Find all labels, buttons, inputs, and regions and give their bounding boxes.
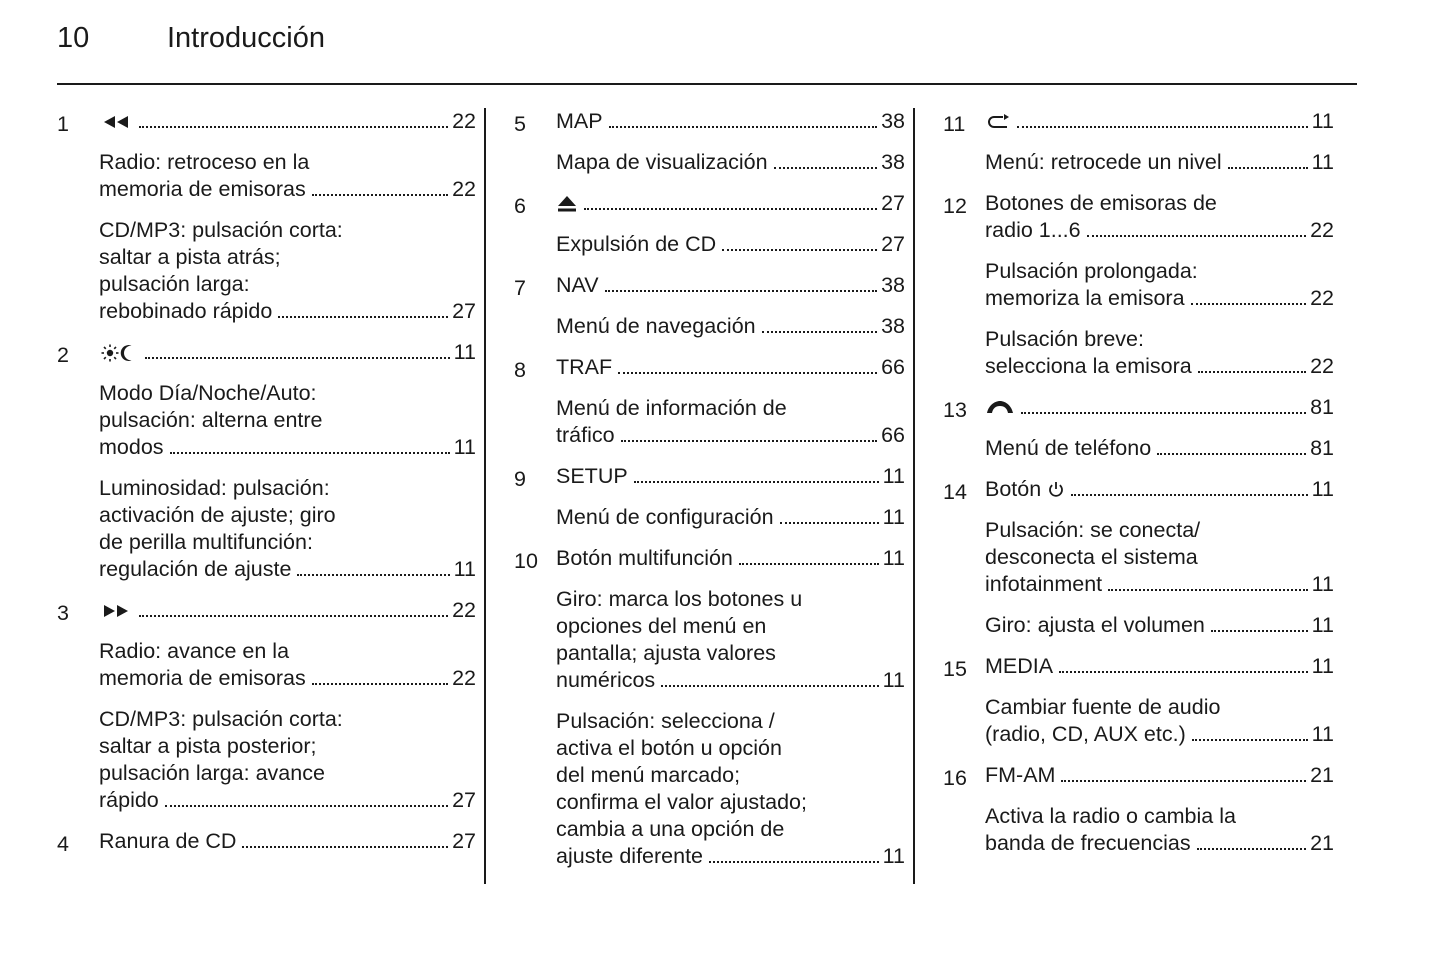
entry-spacer (943, 639, 1334, 653)
index-subentry (99, 706, 476, 814)
page-header (57, 22, 1357, 55)
page-reference: 11 (1311, 150, 1334, 174)
page-reference: 27 (881, 232, 905, 256)
index-entry-number: 5 (514, 112, 526, 136)
index-subentry-line (556, 422, 905, 449)
index-entry-main (985, 394, 1334, 421)
entry-spacer (57, 858, 476, 872)
index-entry-label: radio 1...6 (985, 218, 1081, 242)
index-subentry-line: saltar a pista posterior; (99, 734, 317, 758)
index-subentry-line (985, 721, 1334, 748)
brightness-day-night-icon (99, 340, 139, 364)
index-entry-label: numéricos (556, 668, 656, 692)
index-entry-label (985, 108, 1011, 135)
leader-dots (709, 860, 879, 863)
index-entry-label: MAP (556, 109, 603, 133)
page-reference: 11 (1311, 477, 1334, 501)
index-subentry-line: activa el botón u opción (556, 736, 782, 760)
entry-spacer (514, 340, 905, 354)
fast-forward-icon (99, 598, 133, 622)
page-reference: 11 (1311, 722, 1334, 746)
index-entry (943, 653, 1334, 748)
index-entry (943, 762, 1334, 857)
leader-dots (661, 684, 878, 687)
entry-spacer (943, 462, 1334, 476)
index-entry-label: NAV (556, 273, 599, 297)
index-entry-label (99, 108, 133, 135)
index-subentry-line: desconecta el sistema (985, 545, 1198, 569)
leader-dots (1197, 847, 1306, 850)
index-subentry-line: Menú de información de (556, 396, 787, 420)
index-subentry (556, 395, 905, 449)
index-entry-label: Expulsión de CD (556, 232, 717, 256)
index-subentry-line (985, 571, 1334, 598)
index-entry-label: Botón (985, 476, 1065, 503)
page-reference: 66 (881, 355, 905, 379)
index-subentry-line (985, 435, 1334, 462)
index-subentry-line: Pulsación: selecciona / (556, 709, 775, 733)
index-subentry-line: Pulsación breve: (985, 327, 1144, 351)
index-entry-label: memoriza la emisora (985, 286, 1185, 310)
index-entry-body (556, 272, 905, 340)
index-subentry-line: Cambiar fuente de audio (985, 695, 1221, 719)
index-entry (514, 272, 905, 340)
index-subentry-line: del menú marcado; (556, 763, 741, 787)
index-entry-label: Ranura de CD (99, 829, 237, 853)
index-columns (57, 108, 1357, 884)
leader-dots (297, 573, 449, 576)
entry-spacer (943, 380, 1334, 394)
entry-spacer (943, 176, 1334, 190)
page-reference: 11 (453, 435, 476, 459)
page-reference: 11 (882, 464, 905, 488)
index-entry (514, 545, 905, 870)
page-reference: 11 (882, 546, 905, 570)
index-entry-body (556, 190, 905, 258)
rewind-icon (99, 109, 133, 133)
page-reference: 27 (452, 299, 476, 323)
index-entry-main (556, 354, 905, 381)
index-entry-label: Giro: ajusta el volumen (985, 613, 1205, 637)
index-entry-main (556, 108, 905, 135)
leader-dots (609, 125, 877, 128)
index-subentry (99, 638, 476, 692)
page-reference: 11 (1311, 109, 1334, 133)
index-entry-main (556, 545, 905, 572)
index-entry-label: modos (99, 435, 164, 459)
index-column-2 (484, 108, 913, 884)
index-subentry-line (985, 353, 1334, 380)
index-subentry-line: CD/MP3: pulsación corta: (99, 707, 343, 731)
entry-spacer (57, 814, 476, 828)
index-entry-label: infotainment (985, 572, 1103, 596)
entry-spacer (514, 449, 905, 463)
entry-spacer (943, 748, 1334, 762)
page-reference: 22 (1310, 218, 1334, 242)
index-entry (943, 394, 1334, 462)
index-entry-body (99, 108, 476, 325)
index-subentry (99, 380, 476, 461)
index-entry-body (556, 463, 905, 531)
index-subentry-line: pulsación larga: (99, 272, 250, 296)
entry-spacer (514, 870, 905, 884)
leader-dots (634, 480, 879, 483)
index-entry-label: rápido (99, 788, 159, 812)
index-column-1 (57, 108, 484, 884)
index-subentry-line: Activa la radio o cambia la (985, 804, 1236, 828)
entry-spacer (514, 531, 905, 545)
eject-icon (556, 191, 578, 215)
page-reference: 11 (453, 340, 476, 364)
leader-dots (145, 356, 450, 359)
leader-dots (1192, 738, 1308, 741)
index-entry-label: banda de frecuencias (985, 831, 1191, 855)
page-reference: 21 (1310, 763, 1334, 787)
index-entry-number: 14 (943, 480, 967, 504)
index-entry-label: memoria de emisoras (99, 177, 306, 201)
index-entry-body (985, 762, 1334, 857)
index-subentry-line (556, 843, 905, 870)
index-subentry (985, 612, 1334, 639)
index-subentry-line (99, 556, 476, 583)
index-entry-label (99, 339, 139, 366)
index-entry (57, 108, 476, 325)
page-reference: 66 (881, 423, 905, 447)
index-subentry-line: saltar a pista atrás; (99, 245, 281, 269)
index-entry-number: 11 (943, 112, 966, 136)
index-subentry-line (985, 612, 1334, 639)
index-subentry-line: opciones del menú en (556, 614, 767, 638)
index-entry-label: rebobinado rápido (99, 299, 273, 323)
index-entry-body (99, 828, 476, 855)
index-subentry (556, 231, 905, 258)
index-subentry-line: Radio: avance en la (99, 639, 290, 663)
index-subentry (985, 435, 1334, 462)
leader-dots (1191, 302, 1307, 305)
index-subentry-line: cambia a una opción de (556, 817, 785, 841)
index-entry (57, 828, 476, 858)
page-number: 10 (57, 22, 90, 54)
page-reference: 81 (1310, 436, 1334, 460)
index-entry-number: 15 (943, 657, 967, 681)
index-entry (514, 108, 905, 176)
index-entry-main (985, 653, 1334, 680)
index-entry-body (985, 108, 1334, 176)
index-entry (943, 108, 1334, 176)
leader-dots (618, 371, 877, 374)
index-entry-label: Menú de teléfono (985, 436, 1152, 460)
index-subentry-line (556, 231, 905, 258)
leader-dots (584, 207, 877, 210)
index-entry-label: Menú de navegación (556, 314, 756, 338)
leader-dots (139, 614, 448, 617)
index-subentry-line (985, 149, 1334, 176)
page-reference: 11 (882, 505, 905, 529)
index-entry-body (985, 653, 1334, 748)
index-subentry-line (556, 504, 905, 531)
page-reference: 38 (881, 150, 905, 174)
leader-dots (1108, 588, 1308, 591)
index-subentry-line: confirma el valor ajustado; (556, 790, 807, 814)
index-subentry-line: pulsación larga: avance (99, 761, 325, 785)
index-subentry-line (99, 665, 476, 692)
page-reference: 11 (882, 844, 905, 868)
index-entry (943, 476, 1334, 639)
leader-dots (762, 330, 877, 333)
index-subentry-line: activación de ajuste; giro (99, 503, 336, 527)
index-entry-number: 4 (57, 832, 69, 856)
leader-dots (165, 804, 448, 807)
index-entry-label: SETUP (556, 464, 628, 488)
leader-dots (278, 315, 448, 318)
index-entry-main (556, 190, 905, 217)
entry-spacer (943, 857, 1334, 871)
index-entry-number: 3 (57, 601, 69, 625)
leader-dots (1087, 234, 1306, 237)
page-reference: 22 (452, 598, 476, 622)
leader-dots (1228, 166, 1308, 169)
page-reference: 11 (882, 668, 905, 692)
entry-spacer (514, 176, 905, 190)
index-entry-label (556, 190, 578, 217)
index-entry-label: Botón multifunción (556, 546, 733, 570)
index-entry (57, 597, 476, 814)
index-entry-number: 6 (514, 194, 526, 218)
leader-dots (739, 562, 879, 565)
index-entry-body (985, 476, 1334, 639)
page-reference: 38 (881, 273, 905, 297)
leader-dots (605, 289, 877, 292)
leader-dots (1059, 670, 1308, 673)
index-entry-number: 10 (514, 549, 538, 573)
index-subentry-line (99, 298, 476, 325)
index-subentry-line: pulsación: alterna entre (99, 408, 323, 432)
leader-dots (1157, 452, 1306, 455)
index-subentry-line: CD/MP3: pulsación corta: (99, 218, 343, 242)
index-subentry (985, 517, 1334, 598)
index-entry (514, 463, 905, 531)
index-subentry (556, 708, 905, 870)
index-subentry-line (556, 667, 905, 694)
index-entry-label: TRAF (556, 355, 613, 379)
index-entry-number: 8 (514, 358, 526, 382)
index-entry-body (556, 545, 905, 870)
index-entry-body (556, 354, 905, 449)
index-subentry (556, 149, 905, 176)
page-reference: 21 (1310, 831, 1334, 855)
index-subentry-line (556, 313, 905, 340)
page-reference: 27 (452, 829, 476, 853)
index-subentry-line: Modo Día/Noche/Auto: (99, 381, 317, 405)
index-subentry-line (99, 787, 476, 814)
leader-dots (170, 451, 450, 454)
page-reference: 11 (1311, 613, 1334, 637)
index-entry-label: Mapa de visualización (556, 150, 768, 174)
index-subentry (985, 694, 1334, 748)
index-subentry (985, 190, 1334, 244)
leader-dots (1061, 779, 1306, 782)
entry-spacer (57, 325, 476, 339)
page-reference: 22 (452, 666, 476, 690)
index-subentry-line: Radio: retroceso en la (99, 150, 310, 174)
index-entry-number: 7 (514, 276, 526, 300)
leader-dots (780, 521, 879, 524)
index-entry-body (985, 190, 1334, 380)
index-entry-main (985, 762, 1334, 789)
index-subentry-line (985, 217, 1334, 244)
page-reference: 11 (453, 557, 476, 581)
index-subentry (99, 149, 476, 203)
index-subentry-line: Luminosidad: pulsación: (99, 476, 330, 500)
index-subentry-line: Botones de emisoras de (985, 191, 1217, 215)
index-entry-number: 2 (57, 343, 69, 367)
page-title: Introducción (167, 22, 325, 54)
index-entry-label (99, 597, 133, 624)
index-entry-label: memoria de emisoras (99, 666, 306, 690)
index-entry-label (985, 394, 1015, 421)
index-entry-label: MEDIA (985, 654, 1054, 678)
index-subentry-line (99, 434, 476, 461)
leader-dots (312, 682, 448, 685)
index-entry (514, 354, 905, 449)
index-entry-number: 13 (943, 398, 967, 422)
index-subentry (556, 313, 905, 340)
entry-spacer (57, 583, 476, 597)
index-entry-main (99, 828, 476, 855)
index-entry-label: Menú: retrocede un nivel (985, 150, 1222, 174)
leader-dots (139, 125, 448, 128)
index-subentry-line (99, 176, 476, 203)
index-entry-main (985, 476, 1334, 503)
index-entry-label: selecciona la emisora (985, 354, 1192, 378)
back-arrow-icon (985, 109, 1011, 133)
index-entry-main (556, 463, 905, 490)
index-subentry-line: Pulsación prolongada: (985, 259, 1198, 283)
index-subentry (985, 803, 1334, 857)
leader-dots (774, 166, 878, 169)
page-reference: 38 (881, 109, 905, 133)
index-entry-body (556, 108, 905, 176)
index-entry (57, 339, 476, 583)
index-subentry (556, 586, 905, 694)
index-subentry-line: de perilla multifunción: (99, 530, 313, 554)
index-entry-main (556, 272, 905, 299)
index-subentry (985, 149, 1334, 176)
index-entry-label: FM-AM (985, 763, 1056, 787)
leader-dots (722, 248, 877, 251)
index-entry-label: (radio, CD, AUX etc.) (985, 722, 1186, 746)
index-entry-number: 1 (57, 112, 69, 136)
index-subentry-line: Pulsación: se conecta/ (985, 518, 1201, 542)
header-divider (57, 83, 1357, 85)
index-entry-label: ajuste diferente (556, 844, 704, 868)
page-reference: 22 (452, 177, 476, 201)
index-subentry (556, 504, 905, 531)
page-reference: 27 (881, 191, 905, 215)
index-subentry-line: Giro: marca los botones u (556, 587, 803, 611)
index-subentry (99, 217, 476, 325)
index-subentry-line (985, 285, 1334, 312)
index-subentry (985, 326, 1334, 380)
index-entry-body (99, 339, 476, 583)
index-entry-main (985, 108, 1334, 135)
index-entry-label: Menú de configuración (556, 505, 774, 529)
index-entry-main (99, 108, 476, 135)
index-entry-number: 9 (514, 467, 526, 491)
index-entry-label: regulación de ajuste (99, 557, 292, 581)
index-entry-main (99, 597, 476, 624)
index-entry-number: 16 (943, 766, 967, 790)
page-reference: 38 (881, 314, 905, 338)
index-entry-label: tráfico (556, 423, 615, 447)
index-entry-main (99, 339, 476, 366)
leader-dots (1198, 370, 1306, 373)
index-entry (514, 190, 905, 258)
index-column-3 (913, 108, 1342, 884)
index-subentry-line (985, 830, 1334, 857)
index-entry-number: 12 (943, 194, 967, 218)
page-reference: 11 (1311, 654, 1334, 678)
leader-dots (1211, 629, 1308, 632)
index-subentry-line (556, 149, 905, 176)
index-entry (943, 190, 1334, 380)
page-reference: 22 (1310, 354, 1334, 378)
page-reference: 27 (452, 788, 476, 812)
leader-dots (312, 193, 448, 196)
power-icon (1047, 477, 1065, 501)
leader-dots (621, 439, 878, 442)
page-reference: 11 (1311, 572, 1334, 596)
index-subentry-line: pantalla; ajusta valores (556, 641, 776, 665)
leader-dots (1071, 493, 1308, 496)
entry-spacer (514, 258, 905, 272)
index-subentry (985, 258, 1334, 312)
page-reference: 22 (452, 109, 476, 133)
leader-dots (1017, 125, 1308, 128)
leader-dots (1021, 411, 1306, 414)
page-reference: 81 (1310, 395, 1334, 419)
index-entry-body (99, 597, 476, 814)
page-reference: 22 (1310, 286, 1334, 310)
index-subentry (99, 475, 476, 583)
phone-icon (985, 395, 1015, 419)
index-entry-body (985, 394, 1334, 462)
leader-dots (242, 845, 448, 848)
